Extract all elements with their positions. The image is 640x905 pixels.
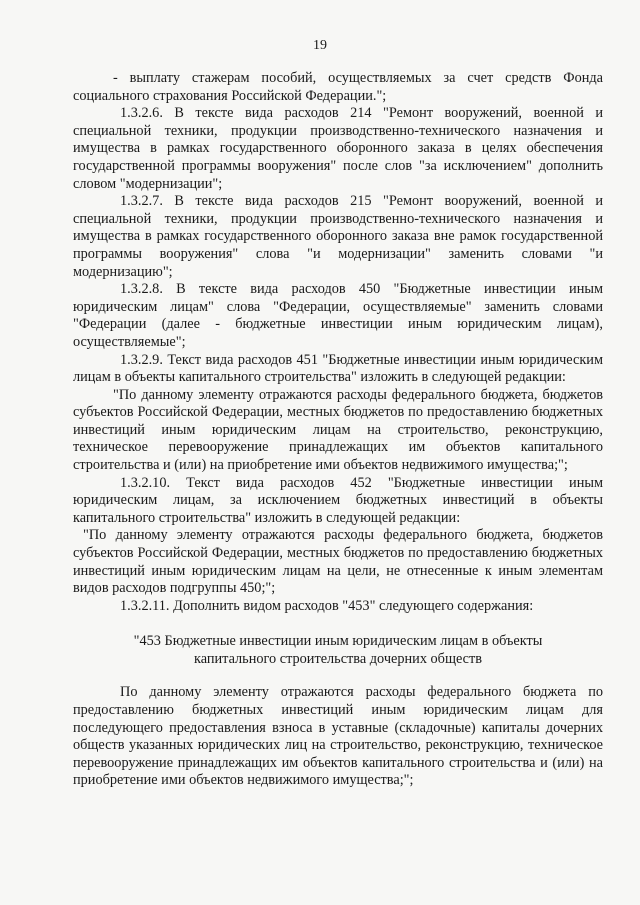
paragraph-stipend: - выплату стажерам пособий, осуществляемых за счет средств Фонда социального страхования Российской Федерации."; xyxy=(73,70,603,104)
paragraph-452-quote: "По данному элементу отражаются расходы федерального бюджета, бюджетов субъектов Российской Федерации, местных бюджетов по предоставлению бюджетных инвестиций иным юридическим лицам на цели, не отнесенные к иным элементам видов расходов подгруппы 450;"; xyxy=(73,527,603,597)
paragraph-1-3-2-9: 1.3.2.9. Текст вида расходов 451 "Бюджетные инвестиции иным юридическим лицам в объекты капитального строительства" изложить в следующей редакции: xyxy=(73,351,603,386)
paragraph-1-3-2-10: 1.3.2.10. Текст вида расходов 452 "Бюджетные инвестиции иным юридическим лицам, за исключением бюджетных инвестиций в объекты капитального строительства" изложить в следующей редакции: xyxy=(73,474,603,526)
paragraph-1-3-2-7: 1.3.2.7. В тексте вида расходов 215 "Ремонт вооружений, военной и специальной техники, продукции производственно-технического назначения и имущества в рамках государственного оборонного заказа вне рамок государственной программы вооружения" слова "и модернизации" заменить словами "и модернизацию"; xyxy=(73,193,603,280)
heading-line-2: капитального строительства дочерних обществ xyxy=(193,651,483,668)
document-body xyxy=(73,70,603,790)
section-heading-453 xyxy=(73,632,603,668)
paragraph-453-body: По данному элементу отражаются расходы федерального бюджета по предоставлению бюджетных инвестиций иным юридическим лицам для последующего предоставления взноса в уставные (складочные) капиталы дочерних обществ указанных юридических лиц на строительство, реконструкцию, техническое перевооружение принадлежащих им объектов капитального строительства и (или) на приобретение ими объектов недвижимого имущества;"; xyxy=(73,684,603,789)
page-number: 19 xyxy=(313,38,327,53)
heading-line-1: "453 Бюджетные инвестиции иным юридическим лицам в объекты xyxy=(133,633,543,650)
paragraph-1-3-2-11: 1.3.2.11. Дополнить видом расходов "453" следующего содержания: xyxy=(120,597,534,614)
paragraph-451-quote: "По данному элементу отражаются расходы федерального бюджета, бюджетов субъектов Российской Федерации, местных бюджетов по предоставлению бюджетных инвестиций иным юридическим лицам на строительство, реконструкцию, техническое перевооружение принадлежащих им объектов капитального строительства и (или) на приобретение ими объектов недвижимого имущества;"; xyxy=(73,386,603,474)
paragraph-1-3-2-8: 1.3.2.8. В тексте вида расходов 450 "Бюджетные инвестиции иным юридическим лицам" слова "Федерации, осуществляемые" заменить словами "Федерации (далее - бюджетные инвестиции иным юридическим лицам), осуществляемые"; xyxy=(73,281,603,350)
paragraph-1-3-2-6: 1.3.2.6. В тексте вида расходов 214 "Ремонт вооружений, военной и специальной техники, продукции производственно-технического назначения и имущества в рамках государственного оборонного заказа в целях обеспечения государственной программы вооружения" после слов "за исключением" дополнить словом "модернизации"; xyxy=(73,105,603,192)
